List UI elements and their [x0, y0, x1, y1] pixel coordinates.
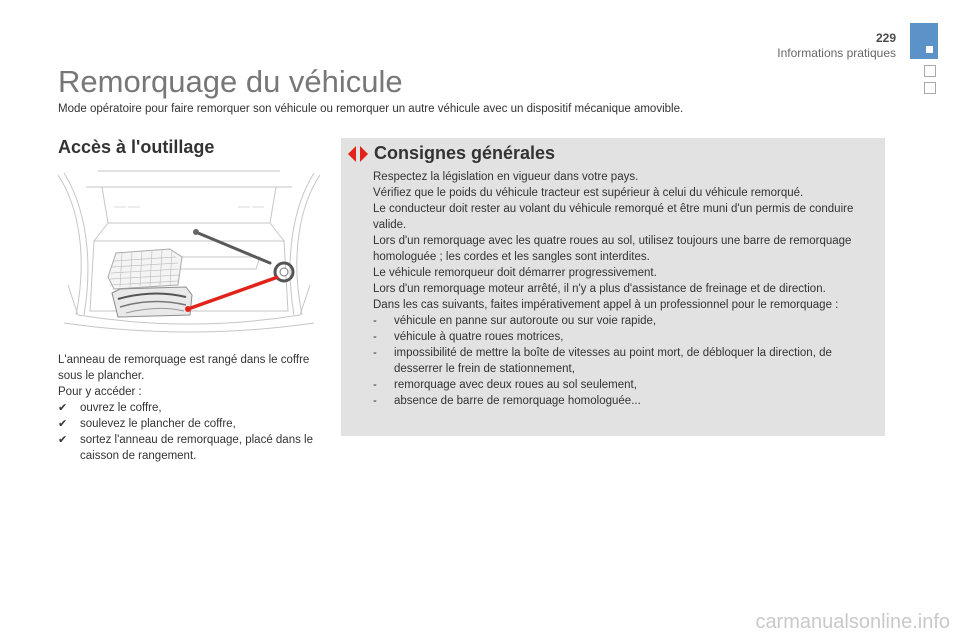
instruction-line: Lors d'un remorquage avec les quatre roues au sol, utilisez toujours une barre de remorquage homologuée ; les cordes et les sangles sont interdites.	[373, 235, 852, 263]
tools-access-heading: Accès à l'outillage	[58, 137, 215, 157]
trunk-illustration	[58, 165, 320, 341]
general-instructions-box	[341, 138, 885, 436]
general-instructions-heading: Consignes générales	[374, 143, 556, 163]
case-text: remorquage avec deux roues au sol seulement,	[394, 379, 637, 391]
trunk-drawing	[58, 165, 320, 341]
section-tab-active[interactable]	[910, 23, 938, 59]
dash-marker: -	[373, 331, 377, 343]
step-text: sortez l'anneau de remorquage, placé dans le caisson de rangement.	[80, 434, 313, 462]
page-title: Remorquage du véhicule	[58, 64, 403, 99]
case-text: absence de barre de remorquage homologuée...	[394, 395, 641, 407]
professional-cases-list	[373, 313, 879, 409]
instruction-line: Lors d'un remorquage moteur arrêté, il n'y a plus d'assistance de freinage et de direction.	[373, 283, 826, 295]
tab-marker	[926, 46, 933, 53]
list-item	[373, 313, 879, 329]
step-text: soulevez le plancher de coffre,	[80, 418, 236, 430]
page-number: 229	[875, 31, 896, 45]
storage-paragraph: L'anneau de remorquage est rangé dans le coffre sous le plancher.	[58, 354, 310, 382]
list-item	[373, 329, 879, 345]
list-item	[58, 432, 328, 464]
access-paragraph: Pour y accéder :	[58, 386, 142, 398]
intro-text: Mode opératoire pour faire remorquer son véhicule ou remorquer un autre véhicule avec un dispositif mécanique amovible.	[58, 103, 684, 115]
list-item	[58, 400, 328, 416]
case-text: véhicule à quatre roues motrices,	[394, 331, 564, 343]
instruction-line: Le véhicule remorqueur doit démarrer progressivement.	[373, 267, 657, 279]
section-tab-3[interactable]	[924, 82, 936, 94]
list-item	[373, 345, 879, 377]
dash-marker: -	[373, 315, 377, 327]
step-text: ouvrez le coffre,	[80, 402, 162, 414]
section-tab-2[interactable]	[924, 65, 936, 77]
case-text: véhicule en panne sur autoroute ou sur voie rapide,	[394, 315, 657, 327]
tools-access-text	[58, 352, 328, 464]
section-name: Informations pratiques	[777, 46, 896, 60]
instruction-line: Le conducteur doit rester au volant du véhicule remorqué et être muni d'un permis de conduire valide.	[373, 203, 854, 231]
access-steps-list	[58, 400, 328, 464]
list-item	[373, 393, 879, 409]
instruction-line: Respectez la législation en vigueur dans votre pays.	[373, 171, 639, 183]
general-instructions-text	[373, 169, 879, 409]
dash-marker: -	[373, 395, 377, 407]
dash-marker: -	[373, 379, 377, 391]
list-item	[58, 416, 328, 432]
dash-marker: -	[373, 347, 377, 359]
watermark: carmanualsonline.info	[755, 611, 950, 633]
bullet-check-icon: ✔	[58, 402, 68, 414]
warning-icon	[348, 146, 368, 162]
instruction-line: Vérifiez que le poids du véhicule tracteur est supérieur à celui du véhicule remorqué.	[373, 187, 804, 199]
bullet-check-icon: ✔	[58, 434, 68, 446]
case-text: impossibilité de mettre la boîte de vitesses au point mort, de débloquer la direction, de desserrer le frein de stationnement,	[394, 347, 832, 375]
instruction-line: Dans les cas suivants, faites impérativement appel à un professionnel pour le remorquage :	[373, 299, 839, 311]
list-item	[373, 377, 879, 393]
bullet-check-icon: ✔	[58, 418, 68, 430]
